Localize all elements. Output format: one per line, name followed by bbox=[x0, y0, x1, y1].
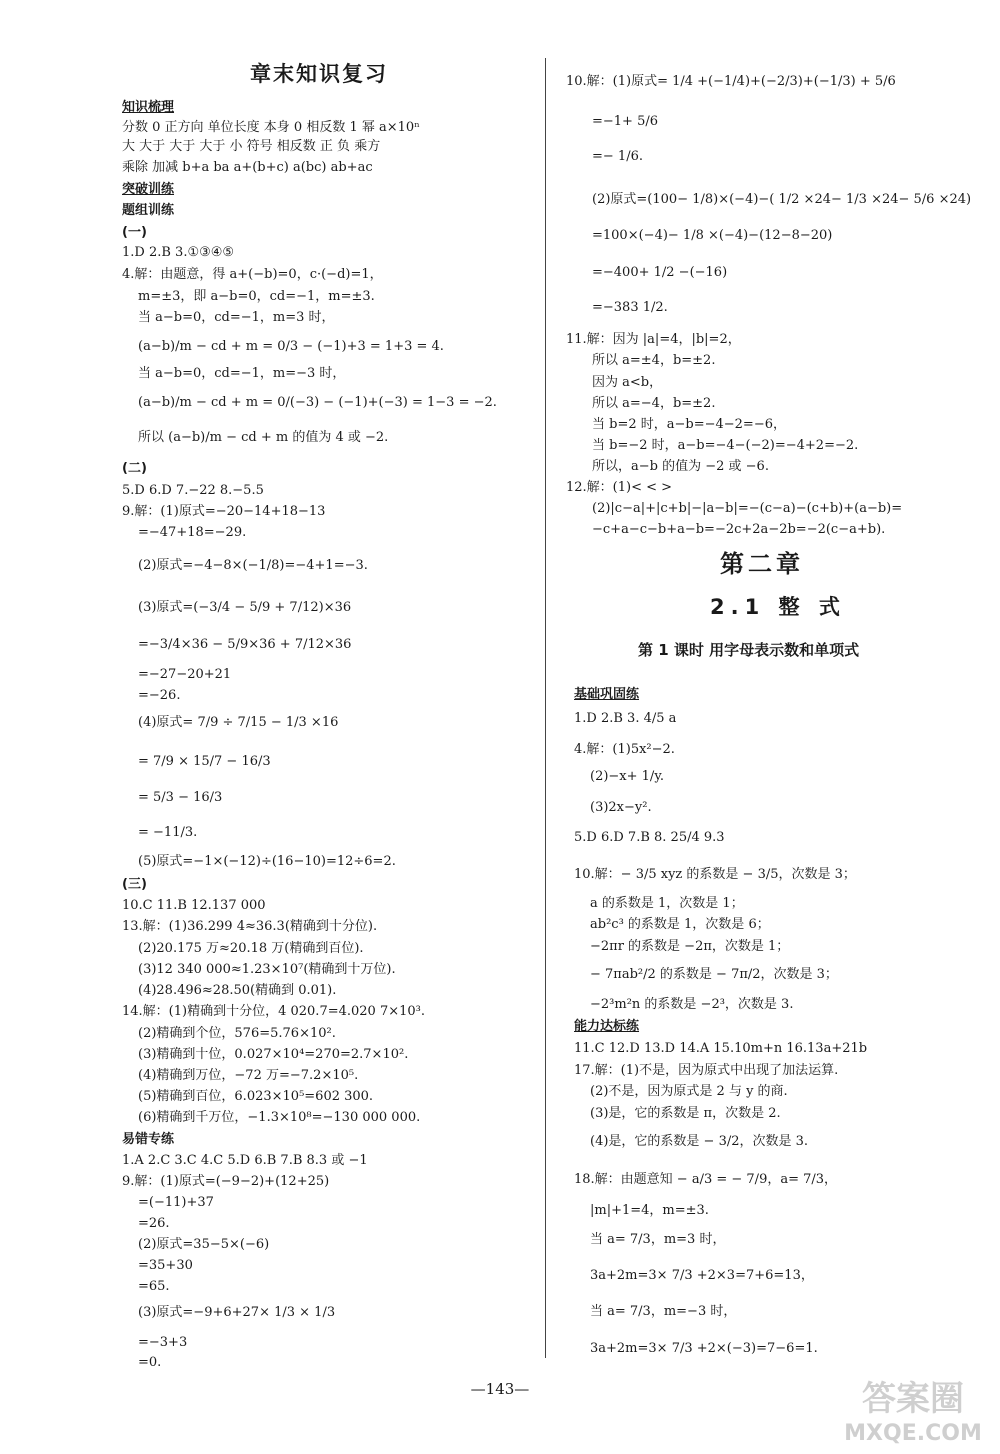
knowledge-outline-heading: 知识梳理 bbox=[122, 100, 175, 115]
breakthrough-heading: 突破训练 bbox=[122, 182, 175, 197]
answer-line: 11.C 12.D 13.D 14.A 15.10m+n 16.13a+21b bbox=[574, 1041, 868, 1056]
answer-line: (3)12 340 000≈1.23×10⁷(精确到十万位). bbox=[138, 962, 396, 977]
answer-line: (4)是，它的系数是 − 3/2，次数是 3. bbox=[590, 1134, 809, 1149]
answer-line: 10.解：− 3/5 xyz 的系数是 − 3/5，次数是 3； bbox=[574, 867, 856, 882]
answer-line: a 的系数是 1，次数是 1； bbox=[590, 896, 744, 911]
answer-line: (5)精确到百位，6.023×10⁵=602 300. bbox=[138, 1089, 374, 1104]
lesson-heading: 第 1 课时 用字母表示数和单项式 bbox=[638, 641, 860, 659]
answer-line: 乘除 加减 b+a ba a+(b+c) a(bc) ab+ac bbox=[122, 160, 373, 175]
answer-line: (2)20.175 万≈20.18 万(精确到百位). bbox=[138, 941, 364, 956]
group-training-heading: 题组训练 bbox=[122, 203, 175, 218]
answer-line: 5.D 6.D 7.B 8. 25/4 9.3 bbox=[574, 830, 725, 845]
answer-line: (3)是，它的系数是 π，次数是 2. bbox=[590, 1106, 781, 1121]
answer-line: 3a+2m=3× 7/3 +2×3=7+6=13， bbox=[590, 1268, 814, 1283]
error-prone-heading: 易错专练 bbox=[122, 1132, 175, 1147]
answer-line: 11.解：因为 |a|=4，|b|=2， bbox=[566, 332, 741, 347]
answer-line: (3)原式=(−3/4 − 5/9 + 7/12)×36 bbox=[138, 600, 352, 615]
answer-line: (4)原式= 7/9 ÷ 7/15 − 1/3 ×16 bbox=[138, 715, 339, 730]
answer-line: (2)原式=(100− 1/8)×(−4)−( 1/2 ×24− 1/3 ×24− 5/6 ×24) bbox=[592, 192, 972, 207]
answer-line: =26. bbox=[138, 1216, 170, 1231]
answer-line: (4)28.496≈28.50(精确到 0.01). bbox=[138, 983, 337, 998]
answer-line: 1.D 2.B 3. 4/5 a bbox=[574, 711, 677, 726]
answer-line: (2)原式=−4−8×(−1/8)=−4+1=−3. bbox=[138, 558, 368, 573]
answer-line: 当 b=−2 时，a−b=−4−(−2)=−4+2=−2. bbox=[592, 438, 859, 453]
answer-line: 17.解：(1)不是，因为原式中出现了加法运算. bbox=[574, 1063, 839, 1078]
answer-line: (2)−x+ 1/y. bbox=[590, 769, 665, 784]
answer-line: 所以 a=±4，b=±2. bbox=[592, 353, 716, 368]
answer-line: 9.解：(1)原式=−20−14+18−13 bbox=[122, 504, 326, 519]
answer-line: 因为 a<b， bbox=[592, 375, 663, 390]
watermark-logo bbox=[838, 1370, 988, 1448]
answer-line: =65. bbox=[138, 1279, 170, 1294]
answer-line: 当 b=2 时，a−b=−4−2=−6， bbox=[592, 417, 786, 432]
chapter-review-title: 章末知识复习 bbox=[250, 62, 388, 86]
answer-line: =−47+18=−29. bbox=[138, 525, 247, 540]
part-heading: (三) bbox=[122, 877, 147, 892]
answer-line: 5.D 6.D 7.−22 8.−5.5 bbox=[122, 483, 264, 498]
answer-line: =−400+ 1/2 −(−16) bbox=[592, 265, 728, 280]
page-number: —143— bbox=[470, 1380, 530, 1398]
section-heading: 2.1 整 式 bbox=[710, 595, 846, 619]
answer-line: =(−11)+37 bbox=[138, 1195, 214, 1210]
answer-line: ab²c³ 的系数是 1，次数是 6； bbox=[590, 917, 770, 932]
answer-line: m=±3，即 a−b=0，cd=−1，m=±3. bbox=[138, 289, 375, 304]
answer-line: 当 a−b=0，cd=−1，m=−3 时， bbox=[138, 366, 346, 381]
answer-line: (2)不是，因为原式是 2 与 y 的商. bbox=[590, 1084, 788, 1099]
answer-line: 所以，a−b 的值为 −2 或 −6. bbox=[592, 459, 769, 474]
answer-line: 10.C 11.B 12.137 000 bbox=[122, 898, 266, 913]
answer-line: 18.解：由题意知 − a/3 = − 7/9，a= 7/3， bbox=[574, 1172, 838, 1187]
answer-line: =35+30 bbox=[138, 1258, 193, 1273]
answer-line: 分数 0 正方向 单位长度 本身 0 相反数 1 幂 a×10ⁿ bbox=[122, 120, 420, 135]
watermark-line1: 答案圈 bbox=[862, 1379, 964, 1419]
answer-line: 所以 a=−4，b=±2. bbox=[592, 396, 716, 411]
answer-line: (a−b)/m − cd + m = 0/3 − (−1)+3 = 1+3 = 4. bbox=[138, 339, 444, 354]
answer-line: 1.D 2.B 3.①③④⑤ bbox=[122, 245, 235, 260]
answer-line: 9.解：(1)原式=(−9−2)+(12+25) bbox=[122, 1174, 330, 1189]
part-heading: (二) bbox=[122, 461, 147, 476]
answer-line: 10.解：(1)原式= 1/4 +(−1/4)+(−2/3)+(−1/3) + 5/6 bbox=[566, 74, 896, 89]
basic-practice-heading: 基础巩固练 bbox=[574, 687, 640, 702]
answer-line: 所以 (a−b)/m − cd + m 的值为 4 或 −2. bbox=[138, 430, 389, 445]
answer-line: =−3/4×36 − 5/9×36 + 7/12×36 bbox=[138, 637, 352, 652]
answer-line: 4.解：由题意，得 a+(−b)=0，c·(−d)=1， bbox=[122, 267, 383, 282]
chapter-heading: 第二章 bbox=[720, 550, 804, 578]
answer-line: = −11/3. bbox=[138, 825, 198, 840]
answer-line: = 5/3 − 16/3 bbox=[138, 790, 223, 805]
answer-line: =−1+ 5/6 bbox=[592, 114, 659, 129]
answer-line: (6)精确到千万位，−1.3×10⁸=−130 000 000. bbox=[138, 1110, 421, 1125]
answer-line: 13.解：(1)36.299 4≈36.3(精确到十分位). bbox=[122, 919, 378, 934]
part-heading: (一) bbox=[122, 225, 147, 240]
answer-line: 12.解：(1)< < > bbox=[566, 480, 673, 495]
answer-line: = 7/9 × 15/7 − 16/3 bbox=[138, 754, 271, 769]
answer-line: 1.A 2.C 3.C 4.C 5.D 6.B 7.B 8.3 或 −1 bbox=[122, 1153, 368, 1168]
answer-line: =−27−20+21 bbox=[138, 667, 232, 682]
answer-line: 3a+2m=3× 7/3 +2×(−3)=7−6=1. bbox=[590, 1341, 818, 1356]
answer-line: =−26. bbox=[138, 688, 181, 703]
watermark-line2: MXQE.COM bbox=[844, 1421, 982, 1446]
answer-line: 大 大于 大于 大于 小 符号 相反数 正 负 乘方 bbox=[122, 139, 381, 154]
answer-line: =0. bbox=[138, 1355, 162, 1370]
answer-line: − 7πab²/2 的系数是 − 7π/2，次数是 3； bbox=[590, 967, 838, 982]
ability-practice-heading: 能力达标练 bbox=[574, 1019, 640, 1034]
column-divider bbox=[545, 58, 546, 1358]
answer-line: (5)原式=−1×(−12)÷(16−10)=12÷6=2. bbox=[138, 854, 396, 869]
answer-line: 当 a= 7/3，m=3 时， bbox=[590, 1232, 726, 1247]
answer-line: |m|+1=4，m=±3. bbox=[590, 1203, 709, 1218]
answer-line: (3)原式=−9+6+27× 1/3 × 1/3 bbox=[138, 1305, 336, 1320]
answer-line: 当 a−b=0，cd=−1，m=3 时， bbox=[138, 310, 335, 325]
answer-line: (2)精确到个位，576=5.76×10². bbox=[138, 1026, 336, 1041]
answer-line: −2³m²n 的系数是 −2³，次数是 3. bbox=[590, 997, 794, 1012]
answer-line: −2πr 的系数是 −2π，次数是 1； bbox=[590, 939, 790, 954]
answer-line: 当 a= 7/3，m=−3 时， bbox=[590, 1304, 737, 1319]
answer-line: (4)精确到万位，−72 万=−7.2×10⁵. bbox=[138, 1068, 359, 1083]
answer-line: =−383 1/2. bbox=[592, 300, 668, 315]
answer-line: (3)2x−y². bbox=[590, 800, 652, 815]
answer-line: −c+a−c−b+a−b=−2c+2a−2b=−2(c−a+b). bbox=[592, 522, 886, 537]
answer-line: 14.解：(1)精确到十分位，4 020.7=4.020 7×10³. bbox=[122, 1004, 425, 1019]
answer-line: =−3+3 bbox=[138, 1335, 188, 1350]
answer-line: 4.解：(1)5x²−2. bbox=[574, 742, 675, 757]
answer-line: (3)精确到十位，0.027×10⁴=270=2.7×10². bbox=[138, 1047, 409, 1062]
answer-line: (a−b)/m − cd + m = 0/(−3) − (−1)+(−3) = 1−3 = −2. bbox=[138, 395, 497, 410]
answer-line: (2)原式=35−5×(−6) bbox=[138, 1237, 270, 1252]
answer-line: (2)|c−a|+|c+b|−|a−b|=−(c−a)−(c+b)+(a−b)= bbox=[592, 501, 903, 516]
answer-line: =100×(−4)− 1/8 ×(−4)−(12−8−20) bbox=[592, 228, 833, 243]
answer-line: =− 1/6. bbox=[592, 149, 643, 164]
